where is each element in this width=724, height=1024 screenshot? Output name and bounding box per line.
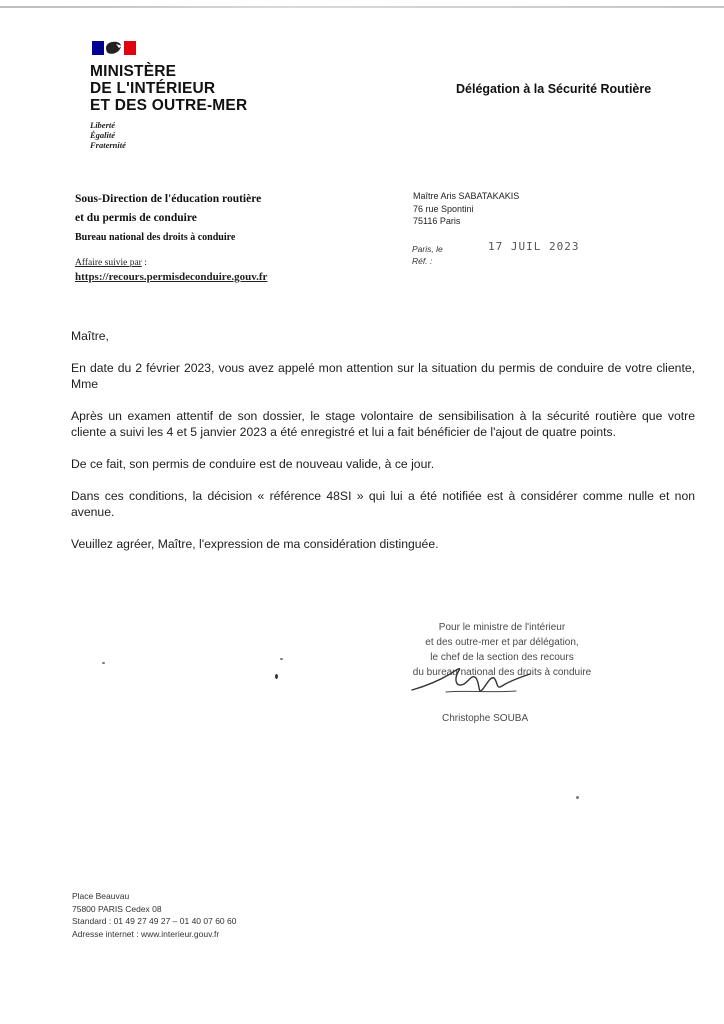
recipient-street: 76 rue Spontini bbox=[413, 203, 474, 214]
handwritten-signature-icon bbox=[406, 660, 536, 700]
footer-website: Adresse internet : www.interieur.gouv.fr bbox=[72, 928, 220, 939]
signature-line-3: le chef de la section des recours bbox=[430, 652, 574, 663]
sender-line-2: et du permis de conduire bbox=[75, 212, 197, 224]
affaire-label-suffix: : bbox=[141, 258, 147, 268]
sender-department bbox=[75, 190, 261, 246]
affaire-label bbox=[75, 257, 267, 269]
paragraph-2: Après un examen attentif de son dossier, le stage volontaire de sensibilisation à la sécurité routière que votre cliente a suivi les 4 et 5 janvier 2023 a été enregistré et lui a fait bénéficier de l'ajout de quatre points. bbox=[71, 409, 695, 439]
ministry-line-2: DE L'INTÉRIEUR bbox=[90, 80, 216, 97]
scan-speck bbox=[102, 662, 105, 664]
signature-line-4: du bureau national des droits à conduire bbox=[412, 667, 592, 678]
signature-line-2: et des outre-mer et par délégation, bbox=[425, 637, 579, 648]
ministry-logo-block bbox=[90, 40, 330, 150]
case-followed-block bbox=[75, 257, 267, 285]
scan-speck bbox=[576, 796, 579, 799]
paragraph-3: De ce fait, son permis de conduire est de nouveau valide, à ce jour. bbox=[71, 457, 435, 471]
signer-name: Christophe SOUBA bbox=[442, 713, 529, 724]
republic-motto bbox=[90, 120, 330, 150]
place-date-block bbox=[412, 243, 443, 267]
paragraph-1: En date du 2 février 2023, vous avez appelé mon attention sur la situation du permis de conduire de votre cliente, Mme bbox=[71, 361, 695, 391]
motto-fraternite: Fraternité bbox=[90, 140, 126, 150]
footer-line-3: Standard : 01 49 27 49 27 – 01 40 07 60 60 bbox=[72, 916, 237, 926]
date-stamp: 17 JUIL 2023 bbox=[488, 240, 580, 253]
footer-address bbox=[72, 890, 236, 940]
ministry-name bbox=[90, 63, 330, 114]
marianne-flag-icon bbox=[92, 40, 136, 56]
ministry-line-3: ET DES OUTRE-MER bbox=[90, 97, 248, 114]
recipient-name: Maître Aris SABATAKAKIS bbox=[413, 191, 520, 201]
signature-line-1: Pour le ministre de l'intérieur bbox=[438, 622, 566, 633]
delegation-title: Délégation à la Sécurité Routière bbox=[456, 82, 652, 96]
letter-body bbox=[71, 328, 695, 552]
motto-liberte: Liberté bbox=[90, 120, 116, 130]
sender-line-3: Bureau national des droits à conduire bbox=[75, 232, 236, 243]
ministry-line-1: MINISTÈRE bbox=[90, 63, 177, 80]
scan-speck bbox=[280, 658, 283, 660]
signature-block bbox=[382, 620, 622, 724]
recipient-address bbox=[413, 190, 519, 228]
footer-line-2: 75800 PARIS Cedex 08 bbox=[72, 903, 162, 914]
scan-speck bbox=[275, 674, 278, 679]
sender-line-1: Sous-Direction de l'éducation routière bbox=[75, 193, 262, 205]
scan-edge-line bbox=[0, 6, 724, 8]
footer-line-1: Place Beauvau bbox=[72, 891, 130, 901]
recipient-city: 75116 Paris bbox=[413, 216, 461, 226]
reference-label: Réf. : bbox=[412, 256, 433, 266]
recours-url-link[interactable]: https://recours.permisdeconduire.gouv.fr bbox=[75, 271, 268, 283]
paragraph-5: Veuillez agréer, Maître, l'expression de ma considération distinguée. bbox=[71, 537, 439, 551]
place-label: Paris, le bbox=[412, 244, 443, 254]
affaire-label-text: Affaire suivie par bbox=[75, 258, 142, 268]
salutation: Maître, bbox=[71, 329, 109, 343]
paragraph-4: Dans ces conditions, la décision « référence 48SI » qui lui a été notifiée est à considérer comme nulle et non avenue. bbox=[71, 489, 695, 519]
motto-egalite: Égalité bbox=[90, 130, 116, 140]
